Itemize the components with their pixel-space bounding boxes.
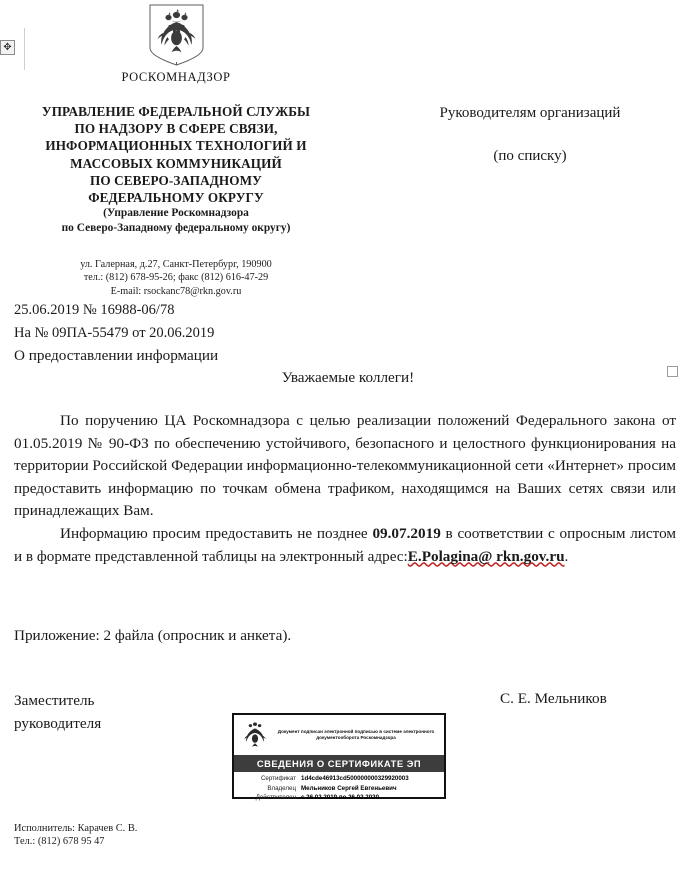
body-p2-middle: в соответствии с опросным листом и в формате представленной таблицы на электронный адрес:	[14, 524, 677, 565]
stamp-row	[238, 793, 440, 803]
stamp-row	[238, 774, 440, 784]
signer-title	[14, 690, 101, 735]
body-paragraph-2	[14, 523, 676, 568]
stamp-header	[234, 715, 444, 755]
letterhead-line: МАССОВЫХ КОММУНИКАЦИЙ	[70, 155, 282, 171]
letterhead-contacts	[0, 258, 352, 298]
letterhead-line: УПРАВЛЕНИЕ ФЕДЕРАЛЬНОЙ СЛУЖБЫ	[41, 104, 311, 119]
contact-address: ул. Галерная, д.27, Санкт-Петербург, 190900	[80, 259, 272, 270]
body-p2-tail: .	[564, 547, 569, 565]
addressee-line-1: Руководителям организаций	[439, 105, 621, 121]
stamp-band-title: СВЕДЕНИЯ О СЕРТИФИКАТЕ ЭП	[234, 755, 444, 772]
letterhead-line: ПО НАДЗОРУ В СФЕРЕ СВЯЗИ,	[74, 121, 278, 137]
org-short-name: РОСКОМНАДЗОР	[121, 70, 231, 84]
reference-block	[14, 299, 214, 344]
document-subject: О предоставлении информации	[14, 347, 219, 364]
stamp-row-value: 1d4cde46913cd500000000329920003	[301, 775, 409, 782]
stamp-details	[234, 772, 444, 803]
stamp-coat-of-arms-icon	[238, 718, 272, 752]
stamp-row	[238, 784, 440, 794]
stamp-row-label: Действителен	[255, 794, 296, 802]
move-handle-icon[interactable]: ✥	[0, 40, 15, 55]
outgoing-reference: 25.06.2019 № 16988-06/78	[14, 302, 175, 318]
salutation: Уважаемые коллеги!	[281, 369, 415, 386]
handle-guide-line	[24, 28, 25, 70]
stamp-row-value: Мельников Сергей Евгеньевич	[301, 784, 397, 792]
body-p2-lead: Информацию просим предоставить не позднее	[60, 524, 373, 542]
executor-name: Исполнитель: Карачев С. В.	[14, 823, 138, 834]
stamp-header-text: Документ подписан электронной подписью в системе электронного документооборота Роскомнадзора	[277, 728, 435, 740]
executor-phone: Тел.: (812) 678 95 47	[14, 836, 105, 848]
signer-title-line-2: руководителя	[14, 714, 102, 732]
letterhead-line: ПО СЕВЕРО-ЗАПАДНОМУ	[90, 172, 262, 188]
contact-email: E-mail: rsockanc78@rkn.gov.ru	[110, 285, 242, 297]
incoming-reference: На № 09ПА-55479 от 20.06.2019	[14, 324, 215, 341]
addressee-line-2: (по списку)	[493, 148, 567, 164]
contact-phone-fax: тел.: (812) 678-95-26; факс (812) 616-47-29	[83, 272, 269, 284]
letterhead-subline: (Управление Роскомнадзора	[103, 207, 249, 220]
body-p1-text: По поручению ЦА Роскомнадзора с целью реализации положений Федерального закона от 01.05.2019 № 90-ФЗ по обеспечению устойчивого, безопасного и целостного функционирования на территории Российской Федерации информационно-телекоммуникационной сети «Интернет» просим предоставить информацию по точкам обмена трафиком, находящимся на Ваших сетях связи или принадлежащих Вам.	[14, 412, 676, 520]
stamp-row-label: Владелец	[267, 784, 296, 792]
letterhead-block	[0, 103, 352, 235]
executor-block	[14, 822, 137, 848]
letter-body	[14, 410, 676, 568]
signer-title-line-1: Заместитель	[14, 692, 95, 709]
body-paragraph-1	[14, 410, 676, 523]
stamp-row-label: Сертификат	[260, 775, 296, 782]
deadline-date: 09.07.2019	[372, 524, 441, 542]
stamp-row-value: с 26.02.2019 по 26.02.2020	[301, 794, 380, 802]
russian-coat-of-arms-icon	[148, 4, 205, 66]
digital-signature-stamp	[232, 713, 446, 802]
letterhead-line: ИНФОРМАЦИОННЫХ ТЕХНОЛОГИЙ И	[45, 138, 307, 154]
addressee-block	[380, 103, 680, 167]
attachment-note: Приложение: 2 файла (опросник и анкета).	[14, 627, 292, 644]
contact-email-link[interactable]: E.Polagina@ rkn.gov.ru	[407, 547, 565, 565]
signer-name: С. Е. Мельников	[500, 690, 607, 707]
letterhead-subline: по Северо-Западному федеральному округу)	[61, 221, 291, 234]
letterhead-line: ФЕДЕРАЛЬНОМУ ОКРУГУ	[88, 190, 264, 206]
